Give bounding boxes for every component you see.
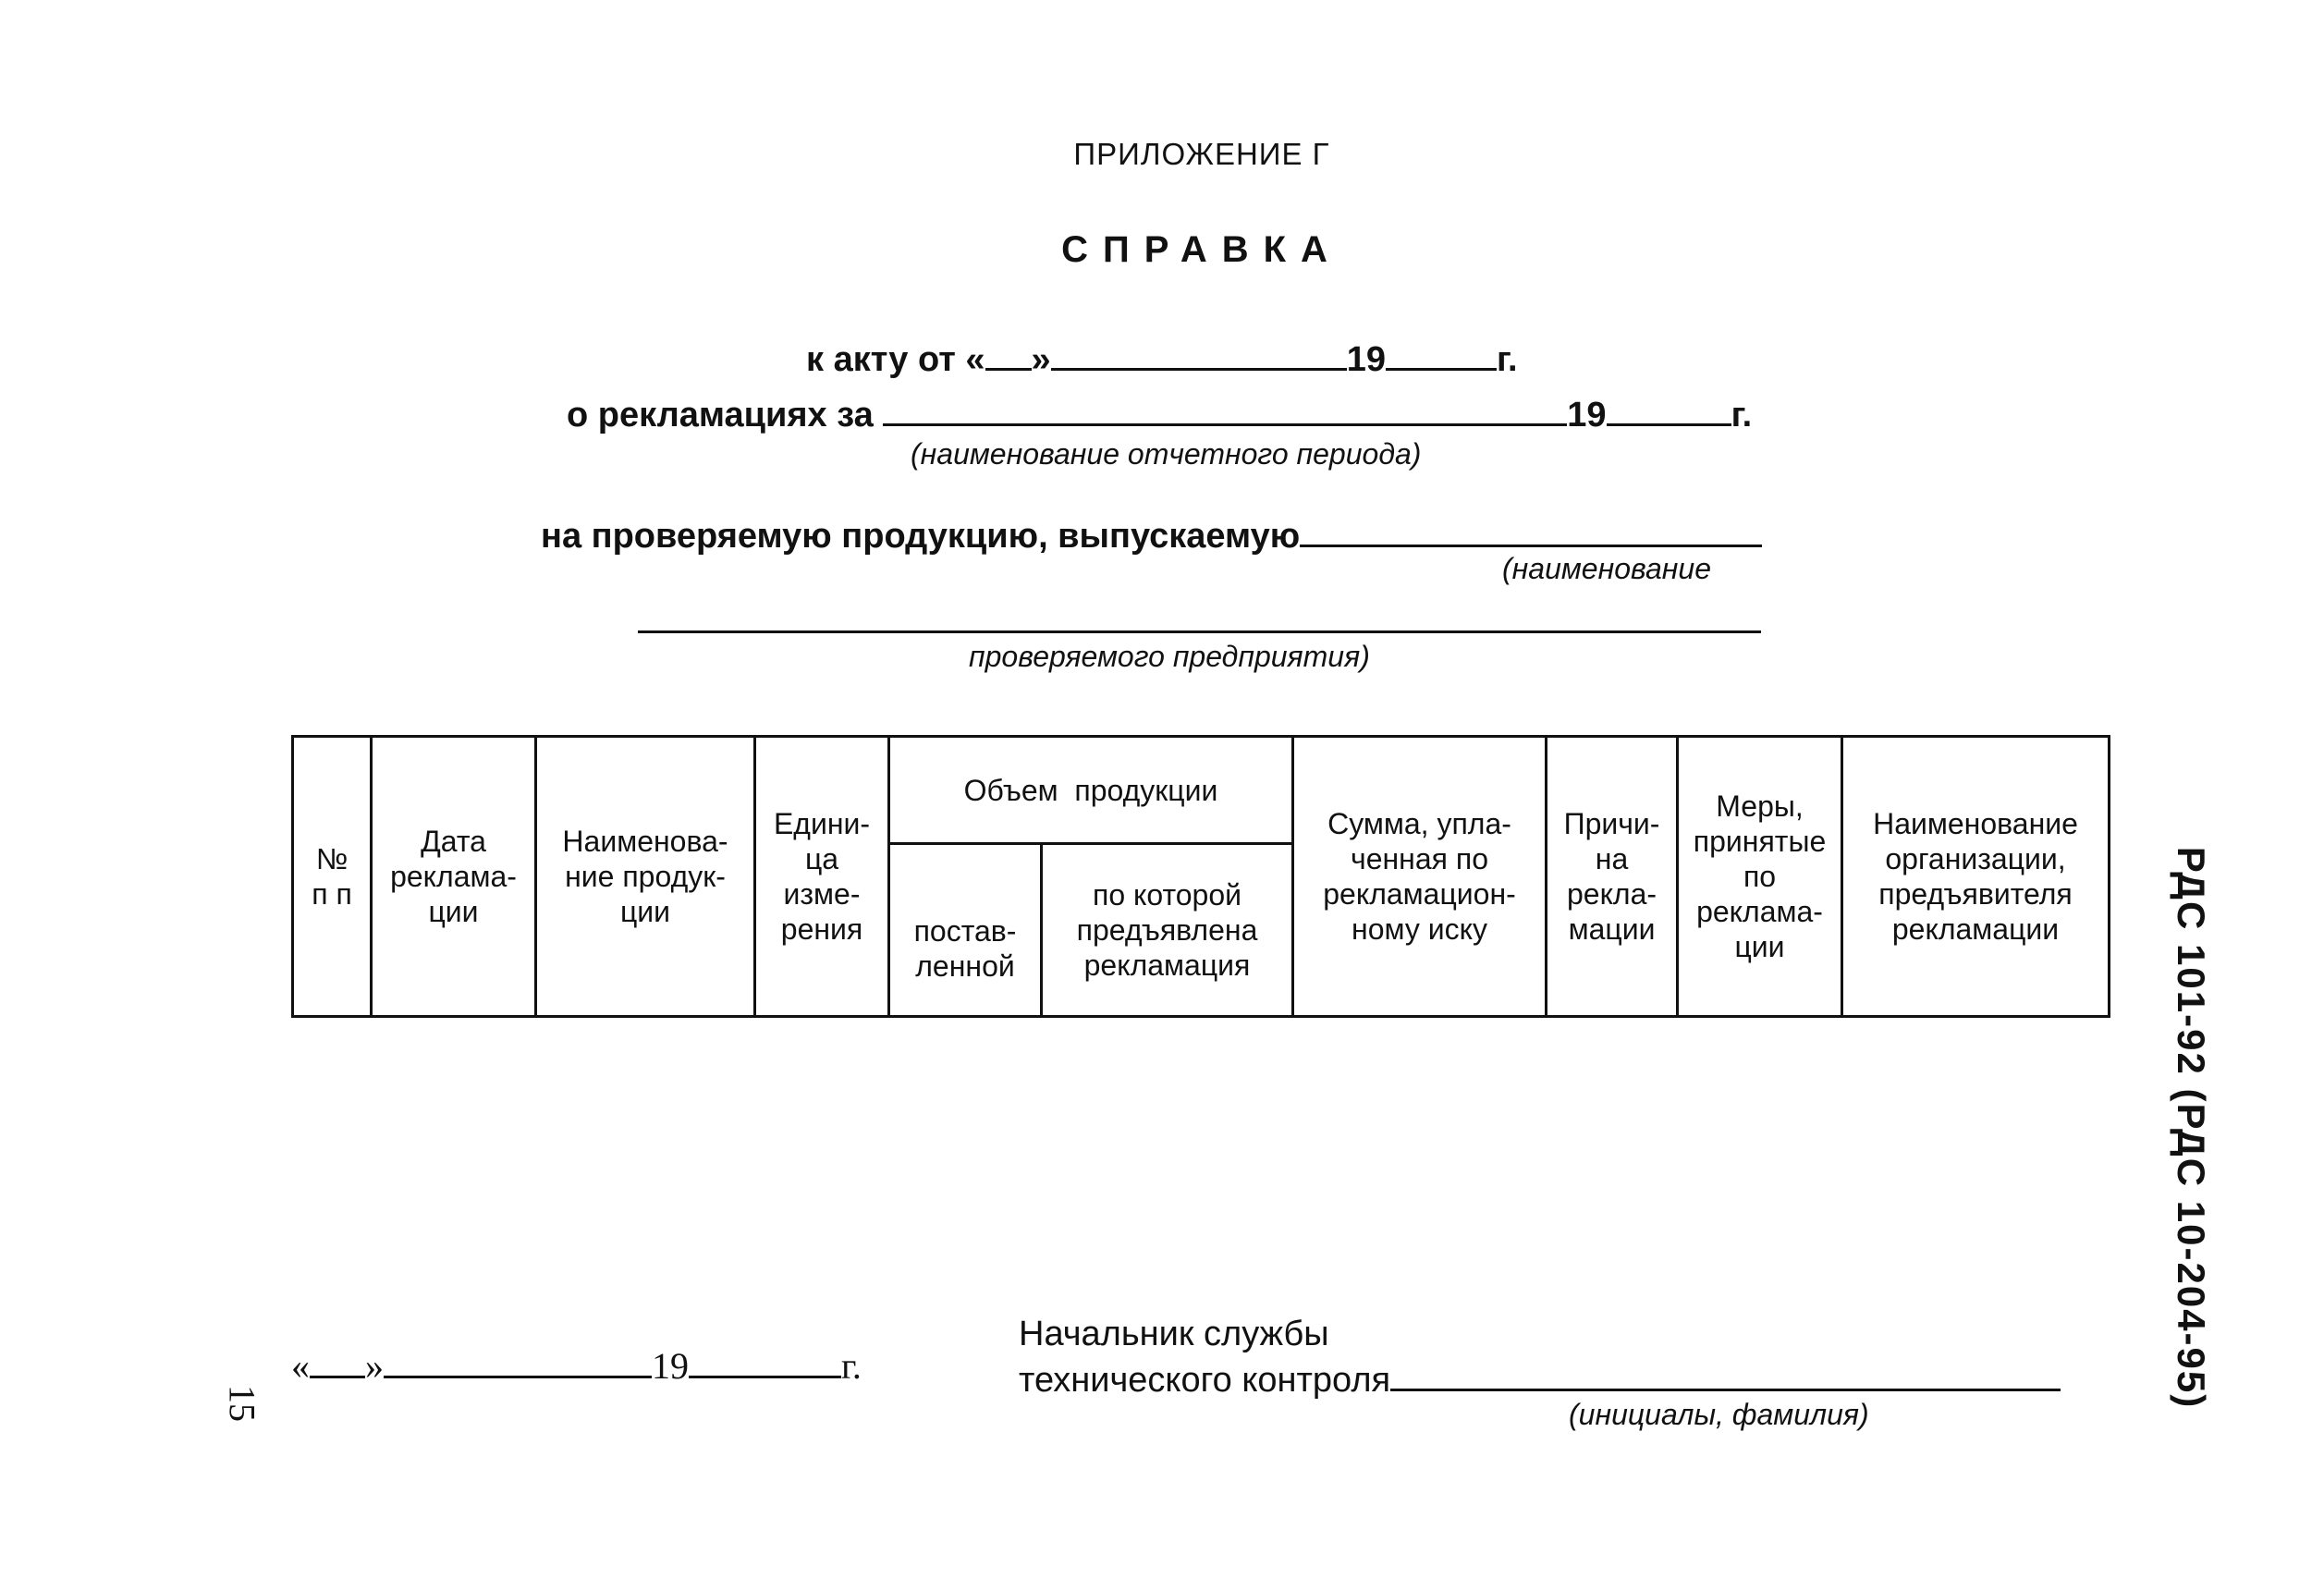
header-col-sum-line: Сумма, упла- [1327,807,1511,840]
signer-title-line2 [1019,1355,2061,1401]
header-col-claimed-line: предъявлена [1076,913,1258,947]
header-col-sum-line: ченная по [1351,842,1488,875]
header-col-volume: Объем продукции [889,737,1293,844]
period-blank [883,390,1567,426]
signature-caption: (инициалы, фамилия) [1569,1398,1869,1431]
header-col-product-name-line: Наименова- [562,825,728,858]
product-text: на проверяемую продукцию, выпускаемую [541,517,1301,556]
header-col-date [372,737,536,1017]
appendix-label: ПРИЛОЖЕНИЕ Г [1073,137,1330,171]
claims-table [291,735,2110,1018]
act-year: 19 [1346,340,1386,379]
header-col-sum-line: рекламацион- [1323,877,1516,911]
header-col-sum-line: ному иску [1352,912,1487,946]
header-col-unit-line: изме- [783,877,861,911]
document-code-label: РДС 101-92 (РДС 10-204-95) [2170,846,2213,1410]
header-col-measures-line: реклама- [1696,895,1823,928]
act-year-blank [1386,335,1497,371]
header-col-organization-line: предъявителя [1878,877,2073,911]
footer-year: 19 [652,1345,689,1387]
header-col-reason-line: на [1595,842,1629,875]
signer-title-line1: Начальник службы [1019,1315,1329,1353]
header-col-number-line: п п [312,877,352,911]
header-col-organization-line: организации, [1885,842,2066,875]
product-caption-1: (наименование [1502,552,1711,585]
header-col-product-name-line: ние продук- [565,860,726,893]
product-line [541,511,1762,557]
header-col-date-line: ции [428,895,479,928]
footer-month-blank [384,1342,652,1378]
header-col-supplied-line: ленной [915,949,1015,983]
header-col-product-name [536,737,755,1017]
footer-year-blank [689,1342,841,1378]
header-col-measures [1678,737,1842,1017]
header-col-organization [1842,737,2110,1017]
product-blank [1300,511,1762,547]
header-col-measures-line: по [1743,860,1777,893]
period-year: 19 [1567,396,1607,434]
header-col-number-line: № [315,842,349,875]
header-col-measures-line: принятые [1693,825,1827,858]
document-title: СПРАВКА [1061,229,1342,270]
act-line [806,335,1518,380]
header-col-measures-line: ции [1734,930,1785,963]
header-col-unit-line: ца [804,842,839,875]
signature-blank [1390,1355,2061,1391]
act-prefix: к акту от « [806,340,985,379]
header-col-measures-line: Меры, [1716,789,1804,823]
act-month-blank [1051,335,1347,371]
header-col-reason [1547,737,1678,1017]
header-col-reason-line: мации [1568,912,1656,946]
header-col-supplied [889,844,1042,1017]
act-mid: » [1031,340,1051,379]
header-col-organization-line: Наименование [1873,807,2078,840]
header-col-product-name-line: ции [619,895,671,928]
header-col-claimed-line: по которой [1092,878,1242,912]
header-col-date-line: реклама- [390,860,517,893]
product-caption-2: проверяемого предприятия) [969,640,1370,673]
header-col-claimed [1042,844,1293,1017]
header-col-unit [755,737,889,1017]
header-col-reason-line: рекла- [1566,877,1657,911]
footer-date [291,1342,862,1388]
header-col-number [293,737,372,1017]
header-col-organization-line: рекламации [1891,912,2060,946]
header-col-supplied-line: постав- [913,914,1017,948]
enterprise-blank [638,630,1761,633]
footer-day-blank [310,1342,365,1378]
header-col-date-line: Дата [421,825,486,858]
act-suffix: г. [1496,340,1518,379]
footer-date-close: » [365,1345,384,1387]
header-col-sum [1293,737,1547,1017]
footer-suffix: г. [841,1345,862,1387]
period-caption: (наименование отчетного периода) [911,437,1422,471]
period-suffix: г. [1731,396,1753,434]
header-col-unit-line: Едини- [773,807,871,840]
period-prefix: о рекламациях за [567,396,874,434]
footer-date-open: « [291,1345,310,1387]
period-line [567,390,1752,435]
page-number: 15 [221,1385,263,1422]
signer-title-line2-text: технического контроля [1019,1361,1391,1400]
header-col-reason-line: Причи- [1563,807,1660,840]
act-day-blank [985,335,1032,371]
header-col-claimed-line: рекламация [1083,948,1251,982]
header-col-unit-line: рения [780,912,863,946]
period-year-blank [1607,390,1731,426]
